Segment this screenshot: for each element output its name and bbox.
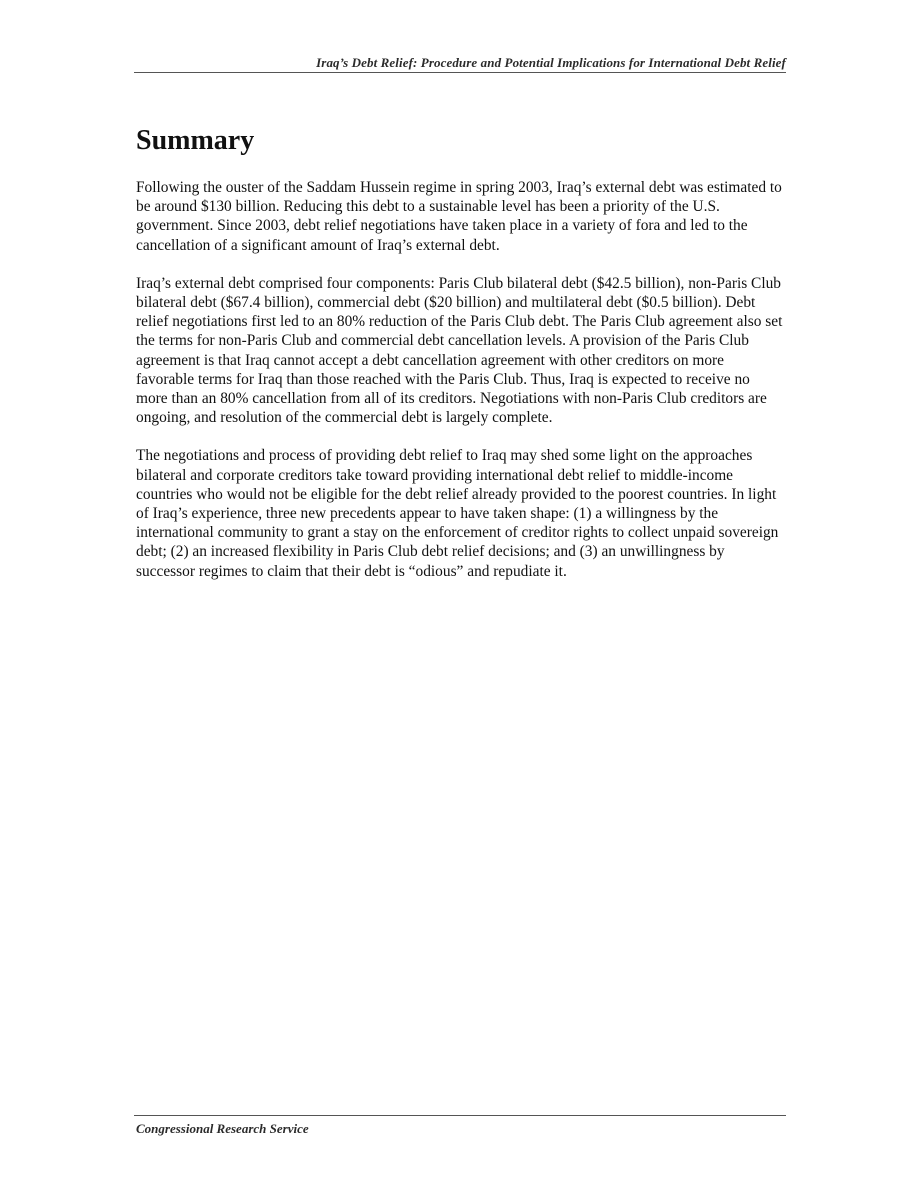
page-footer: Congressional Research Service <box>136 1121 309 1136</box>
summary-paragraph-3: The negotiations and process of providing debt relief to Iraq may shed some light on the approaches bilateral and corporate creditors take toward providing international debt relief to middle-income countries who would not be eligible for the debt relief already provided to the poorest countries. In light of Iraq’s experience, three new precedents appear to have taken shape: (1) a willingness by the international community to grant a stay on the enforcement of creditor rights to collect unpaid sovereign debt; (2) an increased flexibility in Paris Club debt relief decisions; and (3) an unwillingness by successor regimes to claim that their debt is “odious” and repudiate it. <box>136 447 779 580</box>
section-title: Summary <box>136 125 255 156</box>
running-header: Iraq’s Debt Relief: Procedure and Potential Implications for International Debt Relief <box>316 55 786 70</box>
footer-divider <box>134 1115 786 1116</box>
header-divider <box>134 72 786 73</box>
summary-paragraph-2: Iraq’s external debt comprised four components: Paris Club bilateral debt ($42.5 billion), non-Paris Club bilateral debt ($67.4 billion), commercial debt ($20 billion) and multilateral debt ($0.5 billion). Debt relief negotiations first led to an 80% reduction of the Paris Club debt. The Paris Club agreement also set the terms for non-Paris Club and commercial debt cancellation levels. A provision of the Paris Club agreement is that Iraq cannot accept a debt cancellation agreement with other creditors on more favorable terms for Iraq than those reached with the Paris Club. Thus, Iraq is expected to receive no more than an 80% cancellation from all of its creditors. Negotiations with non-Paris Club creditors are ongoing, and resolution of the commercial debt is largely complete. <box>136 274 783 427</box>
summary-paragraph-1: Following the ouster of the Saddam Hussein regime in spring 2003, Iraq’s external debt was estimated to be around $130 billion. Reducing this debt to a sustainable level has been a priority of the U.S. government. Since 2003, debt relief negotiations have taken place in a variety of fora and led to the cancellation of a significant amount of Iraq’s external debt. <box>136 179 782 254</box>
page-content <box>136 122 784 600</box>
